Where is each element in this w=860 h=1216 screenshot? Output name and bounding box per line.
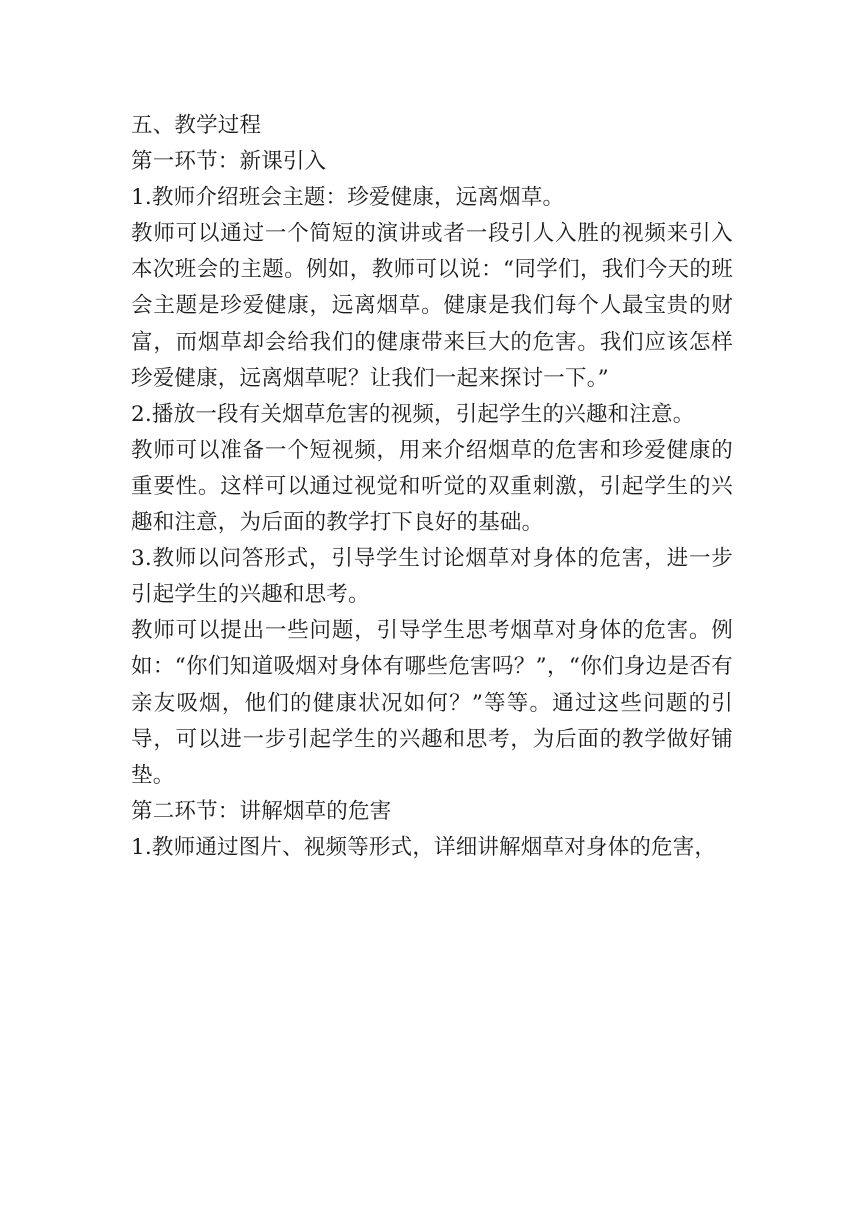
body-paragraph: 教师可以提出一些问题，引导学生思考烟草对身体的危害。例如：“你们知道吸烟对身体有哪些危害吗？”，“你们身边是否有亲友吸烟，他们的健康状况如何？”等等。通过这些问题的引导，可以进一步引起学生的兴趣和思考，为后面的教学做好铺垫。 — [131, 618, 733, 788]
subsection-heading: 第二环节：讲解烟草的危害 — [131, 798, 392, 824]
list-item: 2.播放一段有关烟草危害的视频，引起学生的兴趣和注意。 — [131, 401, 695, 427]
subsection-heading: 第一环节：新课引入 — [131, 149, 327, 175]
body-paragraph: 教师可以准备一个短视频，用来介绍烟草的危害和珍爱健康的重要性。这样可以通过视觉和听觉的双重刺激，引起学生的兴趣和注意，为后面的教学打下良好的基础。 — [131, 437, 733, 536]
list-item: 3.教师以问答形式，引导学生讨论烟草对身体的危害，进一步引起学生的兴趣和思考。 — [131, 546, 733, 608]
section-heading: 五、教学过程 — [131, 113, 262, 138]
list-item: 1.教师介绍班会主题：珍爱健康，远离烟草。 — [131, 185, 565, 211]
body-paragraph: 教师可以通过一个简短的演讲或者一段引人入胜的视频来引入本次班会的主题。例如，教师可以说：“同学们，我们今天的班会主题是珍爱健康，远离烟草。健康是我们每个人最宝贵的财富，而烟草却会给我们的健康带来巨大的危害。我们应该怎样珍爱健康，远离烟草呢？让我们一起来探讨一下。” — [131, 221, 733, 391]
document-body — [131, 108, 733, 866]
list-item: 1.教师通过图片、视频等形式，详细讲解烟草对身体的危害， — [131, 834, 717, 860]
